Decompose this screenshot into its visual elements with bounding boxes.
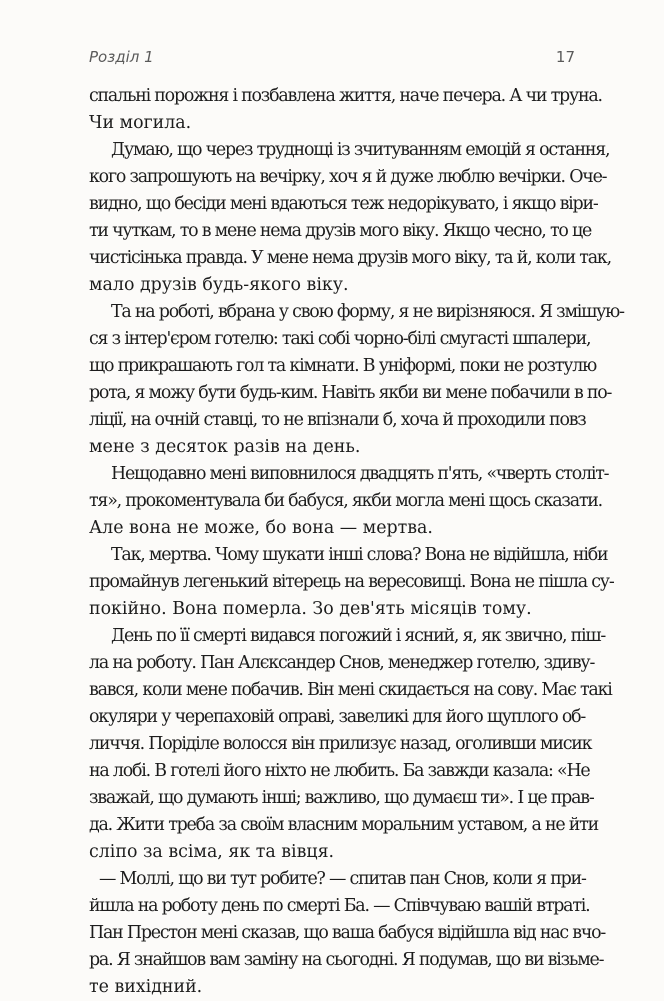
chapter-title: Розділ 1 — [89, 48, 154, 66]
text-line: що прикрашають гол та кімнати. В уніформі, поки не розтулю — [89, 356, 597, 376]
text-line: кого запрошують на вечірку, хоч я й дуже люблю вечірки. Оче- — [89, 167, 607, 187]
text-line: тя», прокоментувала би бабуся, якби могла мені щось сказати. — [89, 491, 603, 511]
text-line: ла на роботу. Пан Алєксандер Снов, менеджер готелю, здиву- — [89, 653, 595, 673]
text-line: Так, мертва. Чому шукати інші слова? Вона не відійшла, ніби — [111, 545, 608, 565]
text-line: Нещодавно мені виповнилося двадцять п'ять, «чверть століт- — [111, 464, 609, 484]
text-line: промайнув легенький вітерець на вересовищі. Вона не пішла су- — [89, 572, 614, 592]
body-text — [89, 83, 624, 1001]
text-line: йшла на роботу день по смерті Ба. — Співчуваю вашій втраті. — [89, 896, 590, 916]
text-line: ти чуткам, то в мене нема друзів мого віку. Якщо чесно, то це — [89, 221, 592, 241]
text-line: зважай, що думають інші; важливо, що думаєш ти». І це прав- — [89, 788, 594, 808]
text-line: видно, що бесіди мені вдаються теж недорікувато, і якщо віри- — [89, 194, 598, 214]
running-header — [89, 48, 575, 66]
text-line: те вихідний. — [89, 977, 203, 997]
text-line: окуляри у черепаховій оправі, завеликі для його щуплого об- — [89, 707, 586, 727]
text-line: День по її смерті видався погожий і ясний, я, як звично, піш- — [111, 626, 605, 646]
text-line: Чи могила. — [89, 113, 192, 133]
text-line: Але вона не може, бо вона — мертва. — [89, 518, 433, 538]
text-line: ра. Я знайшов вам заміну на сьогодні. Я подумав, що ви візьме- — [89, 950, 604, 970]
text-line: вався, коли мене побачив. Він мені скидається на сову. Має такі — [89, 680, 612, 700]
text-line: спальні порожня і позбавлена життя, наче печера. А чи труна. — [89, 86, 602, 106]
text-line: да. Жити треба за своїм власним моральним уставом, а не йти — [89, 815, 598, 835]
text-line: Думаю, що через труднощі із зчитуванням емоцій я остання, — [111, 140, 610, 160]
text-line: на лобі. В готелі його ніхто не любить. Ба завжди казала: «Не — [89, 761, 590, 781]
text-line: — Моллі, що ви тут робите? — спитав пан Снов, коли я при- — [99, 869, 586, 889]
text-line: Пан Престон мені сказав, що ваша бабуся відійшла від нас вчо- — [89, 923, 606, 943]
text-line: сліпо за всіма, як та вівця. — [89, 842, 335, 862]
page-number: 17 — [555, 48, 575, 66]
text-line: чистісінька правда. У мене нема друзів мого віку, та й, коли так, — [89, 248, 611, 268]
text-line: мене з десяток разів на день. — [89, 437, 361, 457]
text-line: ліції, на очній ставці, то не впізнали б, хоча й проходили повз — [89, 410, 586, 430]
text-line: рота, я можу бути будь-ким. Навіть якби ви мене побачили в по- — [89, 383, 612, 403]
text-line: мало друзів будь-якого віку. — [89, 275, 349, 295]
text-line: личчя. Поріділе волосся він прилизує назад, оголивши мисик — [89, 734, 592, 754]
text-line: покійно. Вона померла. Зо дев'ять місяців тому. — [89, 599, 532, 619]
text-line: ся з інтер'єром готелю: такі собі чорно-білі смугасті шпалери, — [89, 329, 591, 349]
text-line: Та на роботі, вбрана у свою форму, я не вирізняюся. Я змішую- — [111, 302, 624, 322]
